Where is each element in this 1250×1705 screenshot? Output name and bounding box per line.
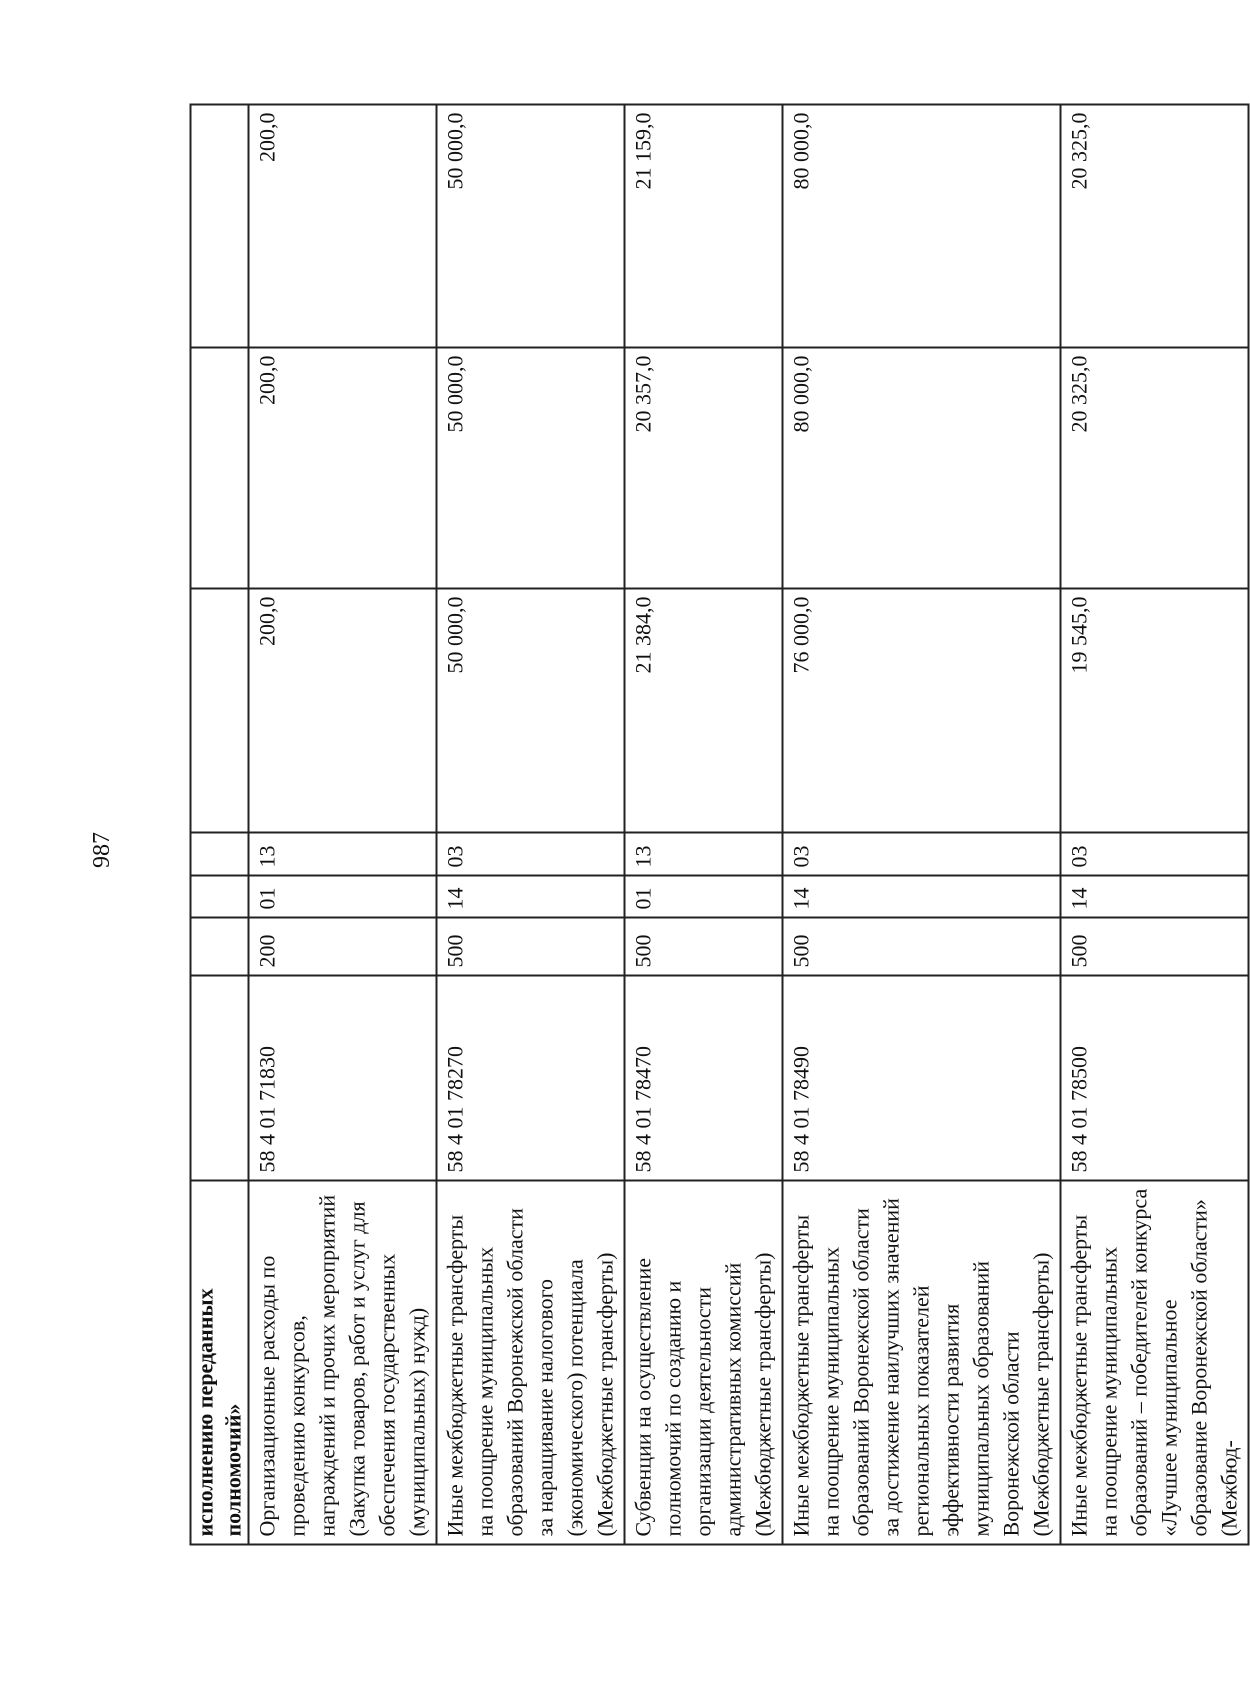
row-sum-2: 80 000,0 xyxy=(783,348,1061,589)
header-cell-vr xyxy=(191,918,249,976)
header-cell-sum3 xyxy=(191,105,249,348)
row-name: Организационные расходы по проведению конкурсов, награждений и прочих мероприятий (Закупка товаров, работ и услуг для обеспечения государственных (муниципальных) нужд) xyxy=(249,1181,437,1545)
row-sum-3: 200,0 xyxy=(249,105,437,348)
budget-table-rotated xyxy=(190,106,1242,1546)
row-target-code: 58 4 01 71830 xyxy=(249,976,437,1181)
row-sum-2: 200,0 xyxy=(249,348,437,589)
header-cell-sum2 xyxy=(191,348,249,589)
row-target-code: 58 4 01 78270 xyxy=(437,976,625,1181)
row-expense-type: 500 xyxy=(437,918,625,976)
row-sum-3: 20 325,0 xyxy=(1061,105,1249,348)
header-cell-code xyxy=(191,976,249,1181)
row-sum-1: 200,0 xyxy=(249,589,437,833)
row-target-code: 58 4 01 78470 xyxy=(625,976,783,1181)
row-target-code: 58 4 01 78490 xyxy=(783,976,1061,1181)
row-expense-type: 200 xyxy=(249,918,437,976)
row-expense-type: 500 xyxy=(625,918,783,976)
row-section: 01 xyxy=(625,876,783,918)
row-section: 14 xyxy=(783,876,1061,918)
row-sum-1: 21 384,0 xyxy=(625,589,783,833)
row-sum-3: 21 159,0 xyxy=(625,105,783,348)
table-row xyxy=(783,105,1061,1545)
header-cell-pr xyxy=(191,833,249,876)
row-section: 14 xyxy=(437,876,625,918)
row-sum-2: 20 325,0 xyxy=(1061,348,1249,589)
table-header-row xyxy=(191,105,249,1545)
row-name: Субвенции на осуществление полномочий по созданию и организации деятельности административных комиссий (Межбюджетные трансферты) xyxy=(625,1181,783,1545)
row-subsection: 03 xyxy=(437,833,625,876)
header-cell-rz xyxy=(191,876,249,918)
row-section: 01 xyxy=(249,876,437,918)
row-expense-type: 500 xyxy=(1061,918,1249,976)
table-row xyxy=(437,105,625,1545)
table-row xyxy=(625,105,783,1545)
row-sum-2: 20 357,0 xyxy=(625,348,783,589)
row-expense-type: 500 xyxy=(783,918,1061,976)
budget-table xyxy=(190,104,1250,1546)
row-name: Иные межбюджетные трансферты на поощрение муниципальных образований Воронежской области за достижение наилучших значений региональных показателей эффективности развития муниципальных образований Воронежской области (Межбюджетные трансферты) xyxy=(783,1181,1061,1545)
header-title: исполнению переданных полномочий» xyxy=(191,1181,249,1545)
row-name: Иные межбюджетные трансферты на поощрение муниципальных образований Воронежской области за наращивание налогового (экономического) потенциала (Межбюджетные трансферты) xyxy=(437,1181,625,1545)
row-subsection: 03 xyxy=(1061,833,1249,876)
row-name: Иные межбюджетные трансферты на поощрение муниципальных образований – победителей конкурса «Лучшее муниципальное образование Воронежской области» (Межбюд- xyxy=(1061,1181,1249,1545)
header-cell-sum1 xyxy=(191,589,249,833)
row-subsection: 13 xyxy=(249,833,437,876)
row-subsection: 03 xyxy=(783,833,1061,876)
row-target-code: 58 4 01 78500 xyxy=(1061,976,1249,1181)
row-sum-1: 50 000,0 xyxy=(437,589,625,833)
table-row xyxy=(1061,105,1249,1545)
row-subsection: 13 xyxy=(625,833,783,876)
row-section: 14 xyxy=(1061,876,1249,918)
row-sum-3: 50 000,0 xyxy=(437,105,625,348)
row-sum-3: 80 000,0 xyxy=(783,105,1061,348)
page-number: 987 xyxy=(89,832,115,868)
row-sum-1: 76 000,0 xyxy=(783,589,1061,833)
row-sum-2: 50 000,0 xyxy=(437,348,625,589)
row-sum-1: 19 545,0 xyxy=(1061,589,1249,833)
table-row xyxy=(249,105,437,1545)
